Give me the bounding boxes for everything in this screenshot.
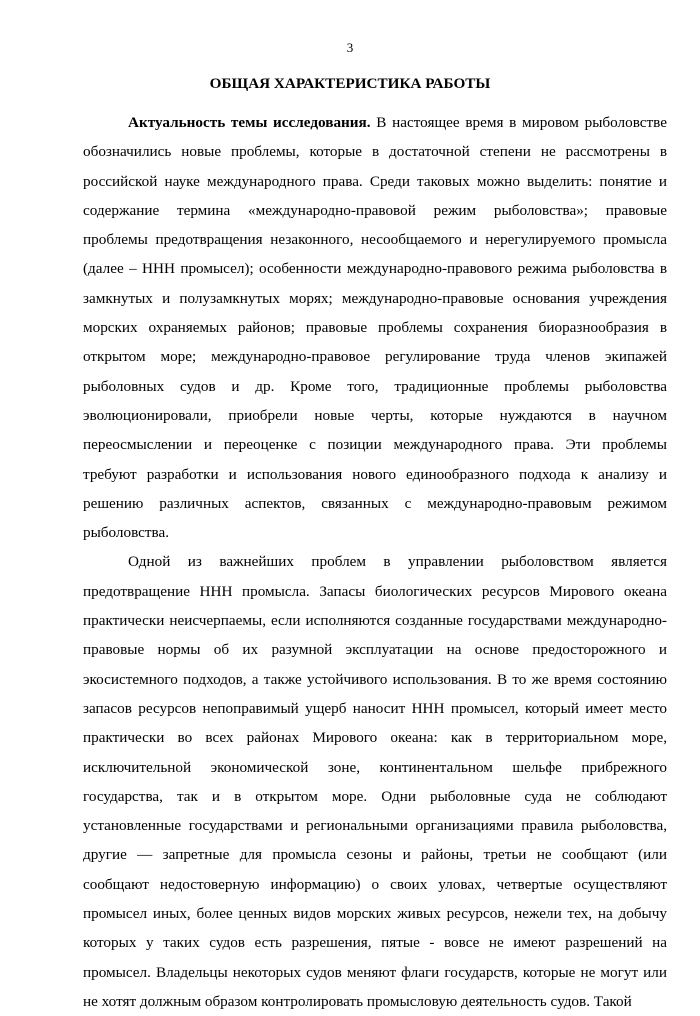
lead-phrase: Актуальность темы исследования. [128,114,371,131]
line-text: проблемы предотвращения незаконного, несообщаемого и нерегулируемого промысла [83,231,667,249]
line-text: переосмыслении и переоценке с позиции международного права. Эти проблемы [83,436,667,454]
line-text: эволюционировали, приобрели новые черты, которые нуждаются в научном [83,406,667,424]
paragraph-iuu-fishing [83,547,667,1016]
line-text: другие — запретные для промысла сезоны и районы, третьи не сообщают (или [83,846,667,864]
text-line [83,401,667,430]
text-line [83,635,667,664]
text-line [83,987,667,1016]
line-text: открытом море; международно-правовое регулирование труда членов экипажей [83,348,667,366]
line-text: Одной из важнейших проблем в управлении рыболовством является [128,553,667,571]
text-line [83,225,667,254]
text-line [83,342,667,371]
line-text: предотвращение ННН промысла. Запасы биологических ресурсов Мирового океана [83,582,667,600]
paragraph-relevance [83,108,667,547]
text-line [83,108,667,137]
text-line [83,577,667,606]
line-text: замкнутых и полузамкнутых морях; международно-правовые основания учреждения [83,289,667,307]
text-line [83,167,667,196]
section-heading: ОБЩАЯ ХАРАКТЕРИСТИКА РАБОТЫ [209,75,491,92]
line-text: (далее – ННН промысел); особенности международно-правового режима рыболовства в [83,260,667,278]
line-text: морских охраняемых районов; правовые проблемы сохранения биоразнообразия в [83,319,667,337]
line-text: обозначились новые проблемы, которые в достаточной степени не рассмотрены в [83,143,667,161]
line-text: экосистемного подходов, а также устойчивого использования. В то же время состоянию [83,670,667,688]
line-text: практически во всех районах Мирового океана: как в территориальном море, [83,729,667,747]
text-line [83,547,667,576]
text-line [83,958,667,987]
line-text: исключительной экономической зоне, континентальном шельфе прибрежного [83,758,667,776]
text-line [83,928,667,957]
line-text: российской науке международного права. Среди таковых можно выделить: понятие и [83,172,667,190]
line-text: промысел иных, более ценных видов морских живых ресурсов, нежели тех, на добычу [83,905,667,923]
text-line [83,313,667,342]
text-line [83,196,667,225]
text-line [83,694,667,723]
line-text: требуют разработки и использования нового единообразного подхода к анализу и [83,465,667,483]
line-text: практически неисчерпаемы, если исполняются созданные государствами международно- [83,612,667,630]
line-text: правовые нормы об их разумной эксплуатации на основе предосторожного и [83,641,667,659]
line-text: установленные государствами и региональными организациями правила рыболовства, [83,817,667,835]
text-line [83,723,667,752]
text-line [83,811,667,840]
line-text: которых у таких судов есть разрешения, пятые - вовсе не имеют разрешений на [83,934,667,952]
text-line [83,284,667,313]
text-line [83,870,667,899]
text-line [83,899,667,928]
text-line [83,753,667,782]
text-line [83,430,667,459]
line-text: запасов ресурсов непоправимый ущерб наносит ННН промысел, который имеет место [83,699,667,717]
text-line [83,372,667,401]
line-text: содержание термина «международно-правовой режим рыболовства»; правовые [83,201,667,219]
body-text [83,108,667,1016]
text-line [83,137,667,166]
line-text: промысел. Владельцы некоторых судов меняют флаги государств, которые не могут или [83,963,667,981]
line-text: государства, так и в открытом море. Одни рыболовные суда не соблюдают [83,787,667,805]
line-text: решению различных аспектов, связанных с международно-правовым режимом [83,494,667,512]
line-text: не хотят должным образом контролировать промысловую деятельность судов. Такой [83,992,632,1010]
line-text: рыболовства. [83,524,170,542]
line-text: В настоящее время в мировом рыболовстве [370,114,667,131]
text-line [83,665,667,694]
text-line [83,254,667,283]
line-text: сообщают недостоверную информацию) о своих уловах, четвертые осуществляют [83,875,667,893]
text-line [83,782,667,811]
text-line [83,460,667,489]
text-line [83,489,667,518]
text-line [83,840,667,869]
text-line [83,606,667,635]
line-text: рыболовных судов и др. Кроме того, традиционные проблемы рыболовства [83,377,667,395]
text-line [83,518,667,547]
page-number: 3 [346,40,354,55]
